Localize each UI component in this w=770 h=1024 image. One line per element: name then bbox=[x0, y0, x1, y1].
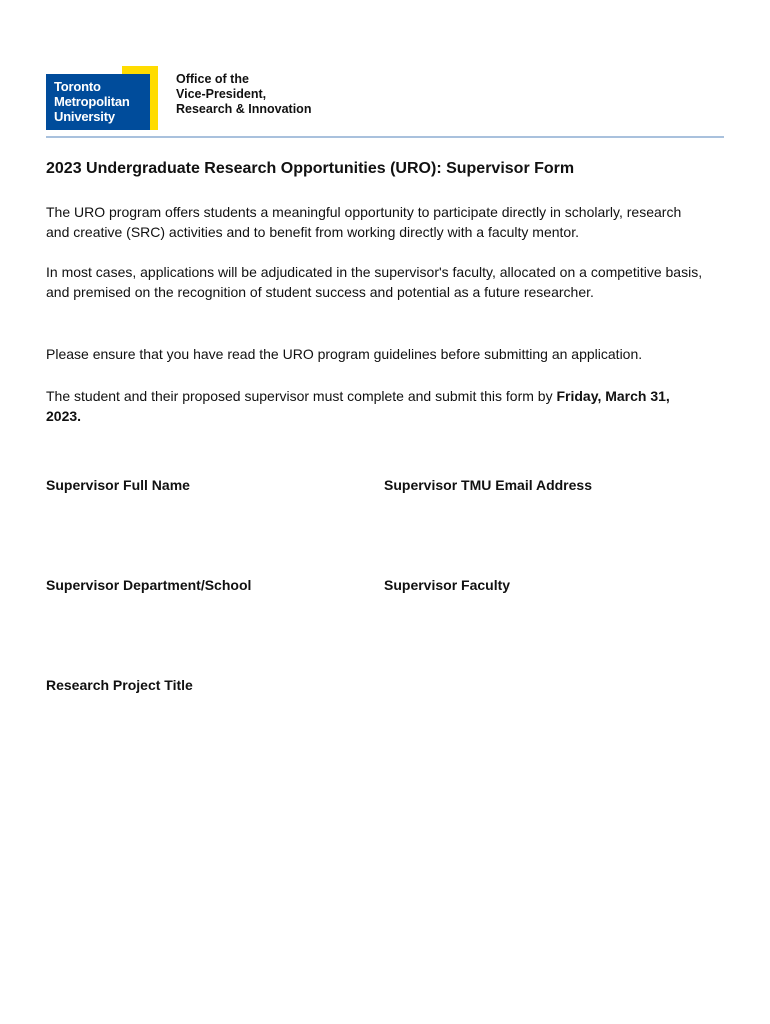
office-line: Research & Innovation bbox=[176, 102, 312, 116]
logo-blue-block bbox=[46, 74, 150, 130]
logo-line: Toronto bbox=[54, 79, 101, 94]
supervisor-full-name-label: Supervisor Full Name bbox=[46, 477, 190, 493]
deadline-text: The student and their proposed supervisor must complete and submit this form by bbox=[46, 388, 557, 404]
logo-line: Metropolitan bbox=[54, 94, 130, 109]
guidelines-paragraph: Please ensure that you have read the URO program guidelines before submitting an application. bbox=[46, 346, 643, 362]
office-name bbox=[176, 72, 356, 117]
adjudication-paragraph: In most cases, applications will be adjudicated in the supervisor's faculty, allocated on a competitive basis, and premised on the recognition of student success and potential as a future researcher. bbox=[46, 264, 703, 300]
logo-line: University bbox=[54, 109, 115, 124]
form-intro bbox=[46, 158, 706, 424]
deadline-date: Friday, March 31, 2023. bbox=[46, 388, 670, 424]
intro-paragraph: The URO program offers students a meaningful opportunity to participate directly in scholarly, research and creative (SRC) activities and to benefit from working directly with a faculty mentor. bbox=[46, 204, 682, 240]
office-line: Vice-President, bbox=[176, 87, 267, 101]
deadline-paragraph bbox=[46, 386, 706, 426]
supervisor-faculty-label: Supervisor Faculty bbox=[384, 577, 511, 593]
header-divider bbox=[46, 136, 724, 138]
form-title: 2023 Undergraduate Research Opportunities (URO): Supervisor Form bbox=[46, 160, 575, 177]
tmu-logo bbox=[46, 66, 158, 130]
office-line: Office of the bbox=[176, 72, 249, 86]
research-project-title-label: Research Project Title bbox=[46, 677, 193, 693]
supervisor-department-label: Supervisor Department/School bbox=[46, 577, 252, 593]
supervisor-email-label: Supervisor TMU Email Address bbox=[384, 477, 592, 493]
